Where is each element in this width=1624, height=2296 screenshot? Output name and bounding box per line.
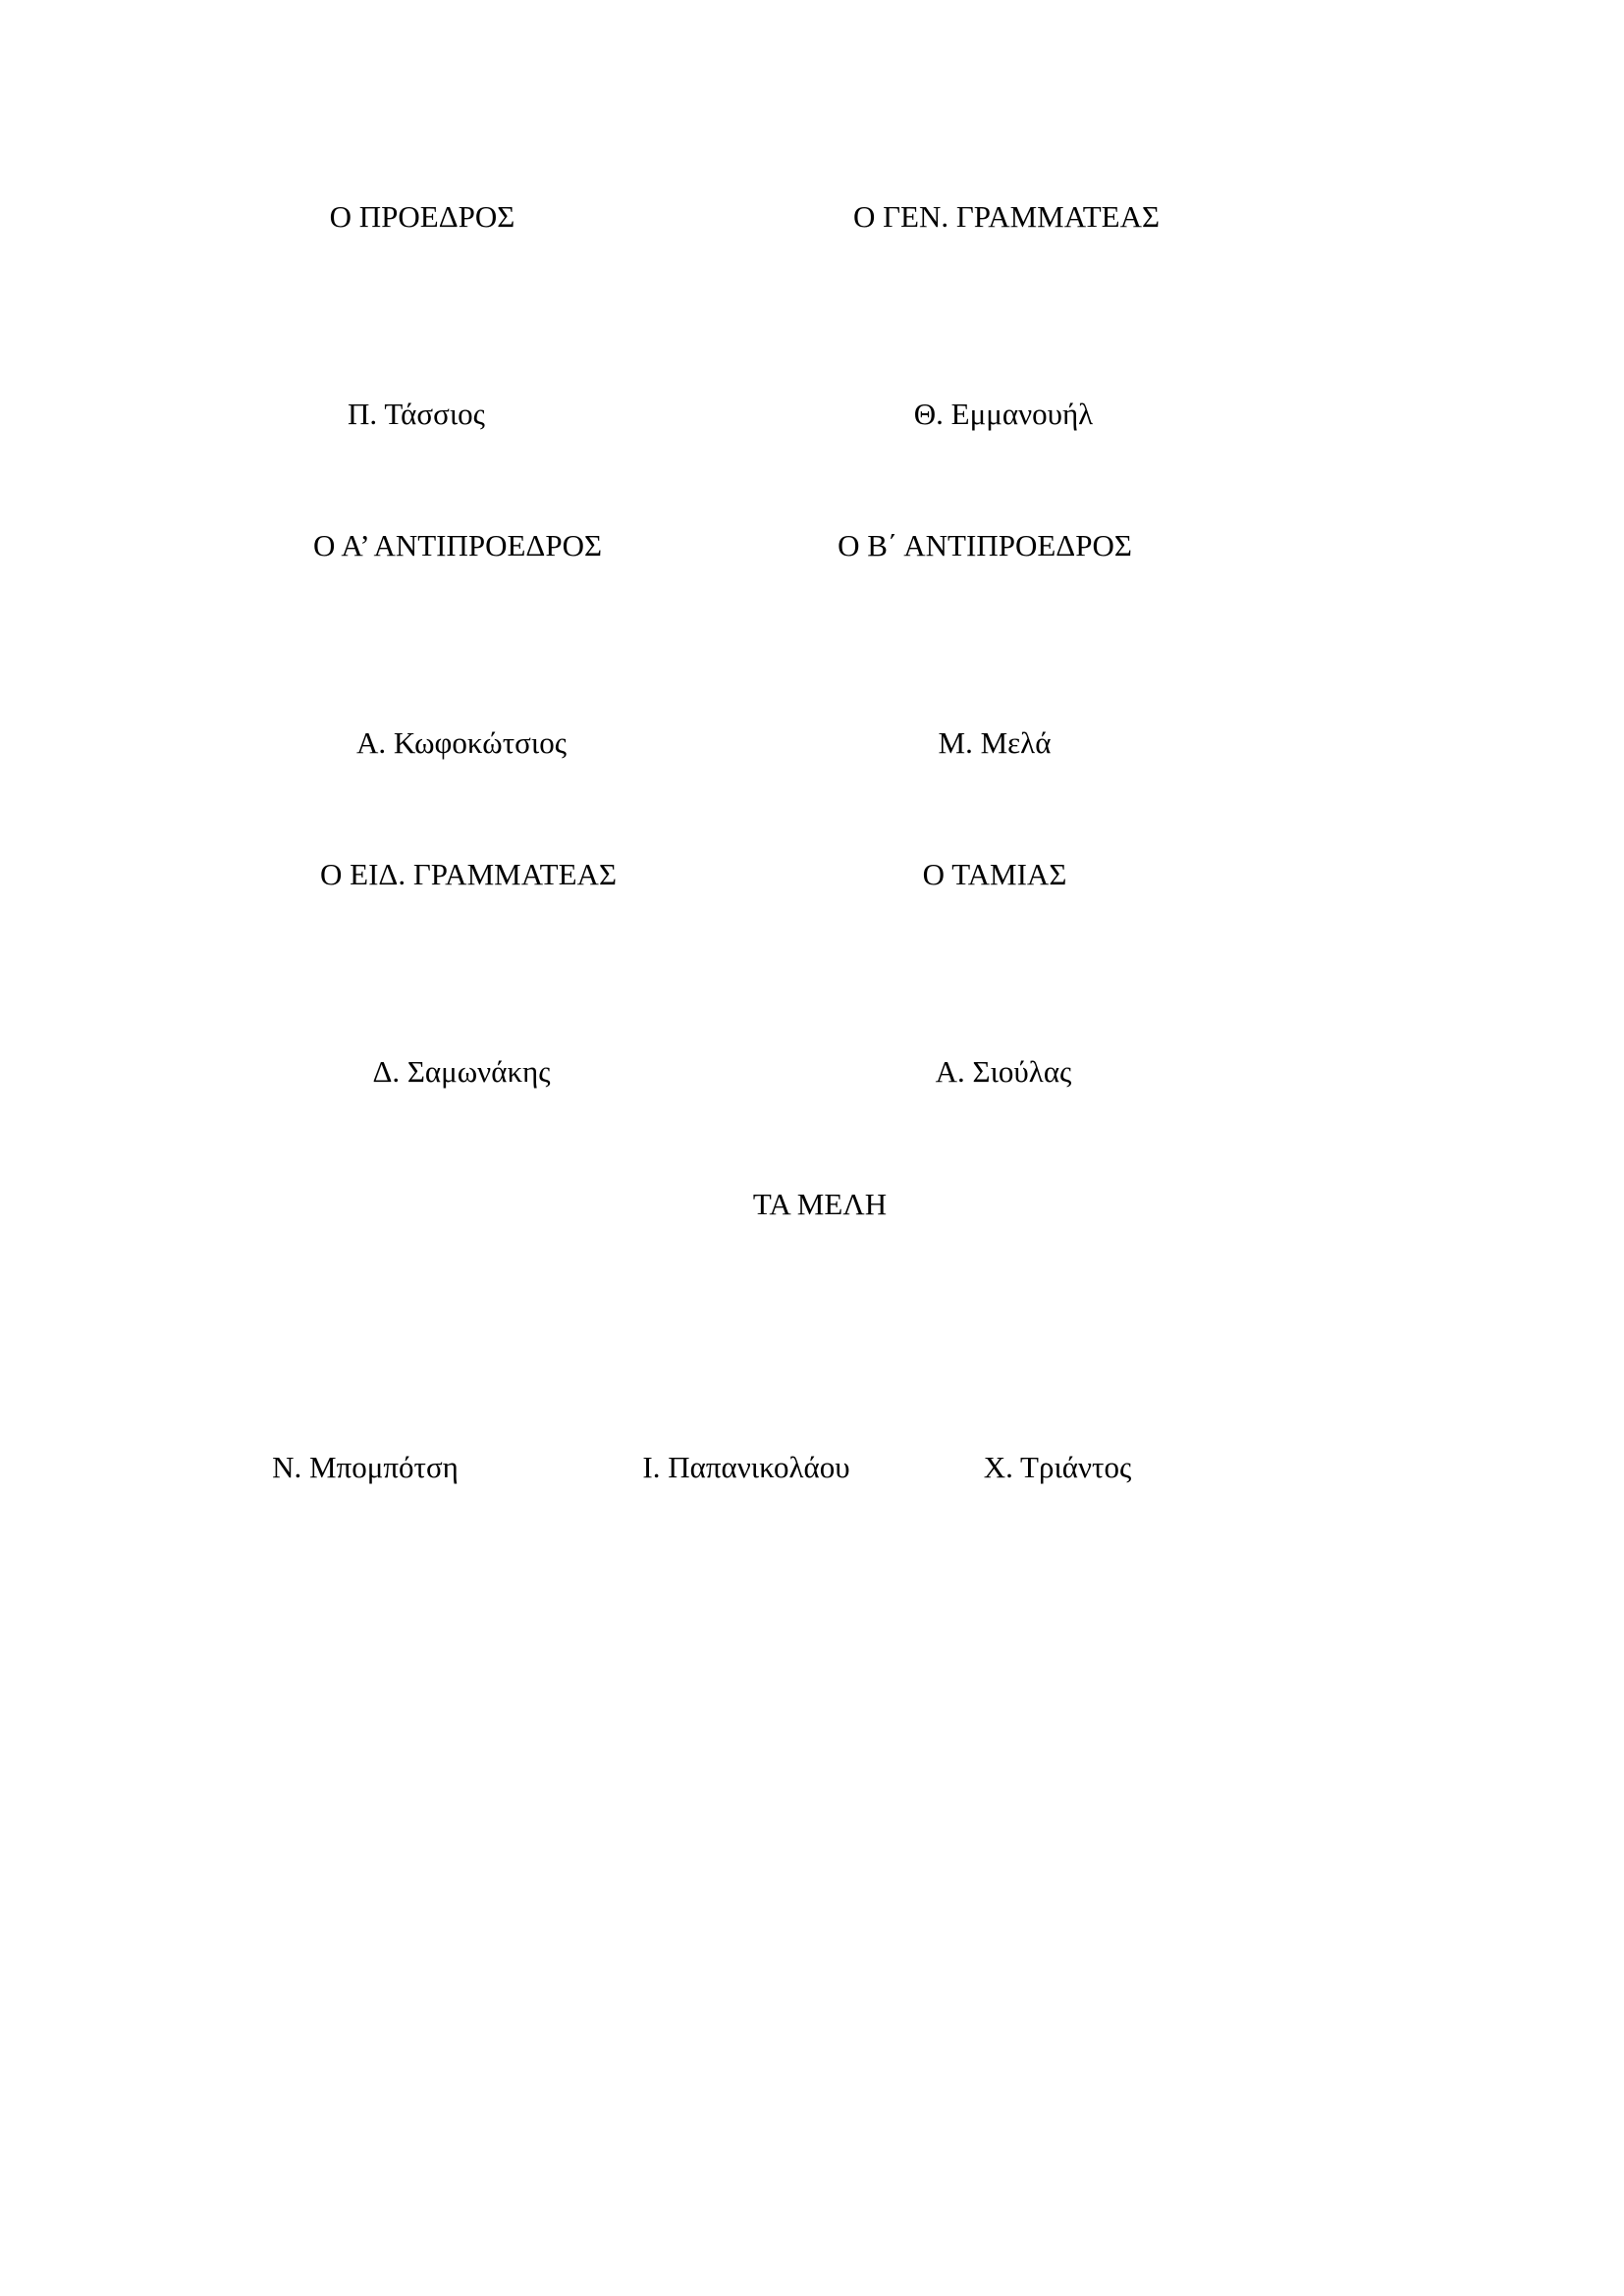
treasurer-name: Α. Σιούλας	[935, 1054, 1072, 1089]
president-name: Π. Τάσσιος	[348, 397, 485, 431]
members-heading: ΤΑ ΜΕΛΗ	[752, 1187, 888, 1221]
member-name: Χ. Τριάντος	[983, 1450, 1132, 1484]
president-title: Ο ΠΡΟΕΔΡΟΣ	[329, 199, 515, 234]
second-vice-president-name: Μ. Μελά	[938, 725, 1052, 760]
general-secretary-title: Ο ΓΕΝ. ΓΡΑΜΜΑΤΕΑΣ	[852, 199, 1161, 234]
second-vice-president-title: Ο Β΄ ΑΝΤΙΠΡΟΕΔΡΟΣ	[838, 528, 1132, 562]
member-name: Ι. Παπανικολάου	[642, 1450, 850, 1484]
special-secretary-name: Δ. Σαμωνάκης	[372, 1054, 551, 1089]
first-vice-president-title: Ο Α’ ΑΝΤΙΠΡΟΕΔΡΟΣ	[312, 528, 603, 562]
member-name: Ν. Μπομπότση	[272, 1450, 459, 1484]
first-vice-president-name: Α. Κωφοκώτσιος	[356, 725, 567, 760]
treasurer-title: Ο ΤΑΜΙΑΣ	[922, 857, 1067, 891]
general-secretary-name: Θ. Εμμανουήλ	[913, 397, 1094, 431]
special-secretary-title: Ο ΕΙΔ. ΓΡΑΜΜΑΤΕΑΣ	[320, 857, 617, 891]
